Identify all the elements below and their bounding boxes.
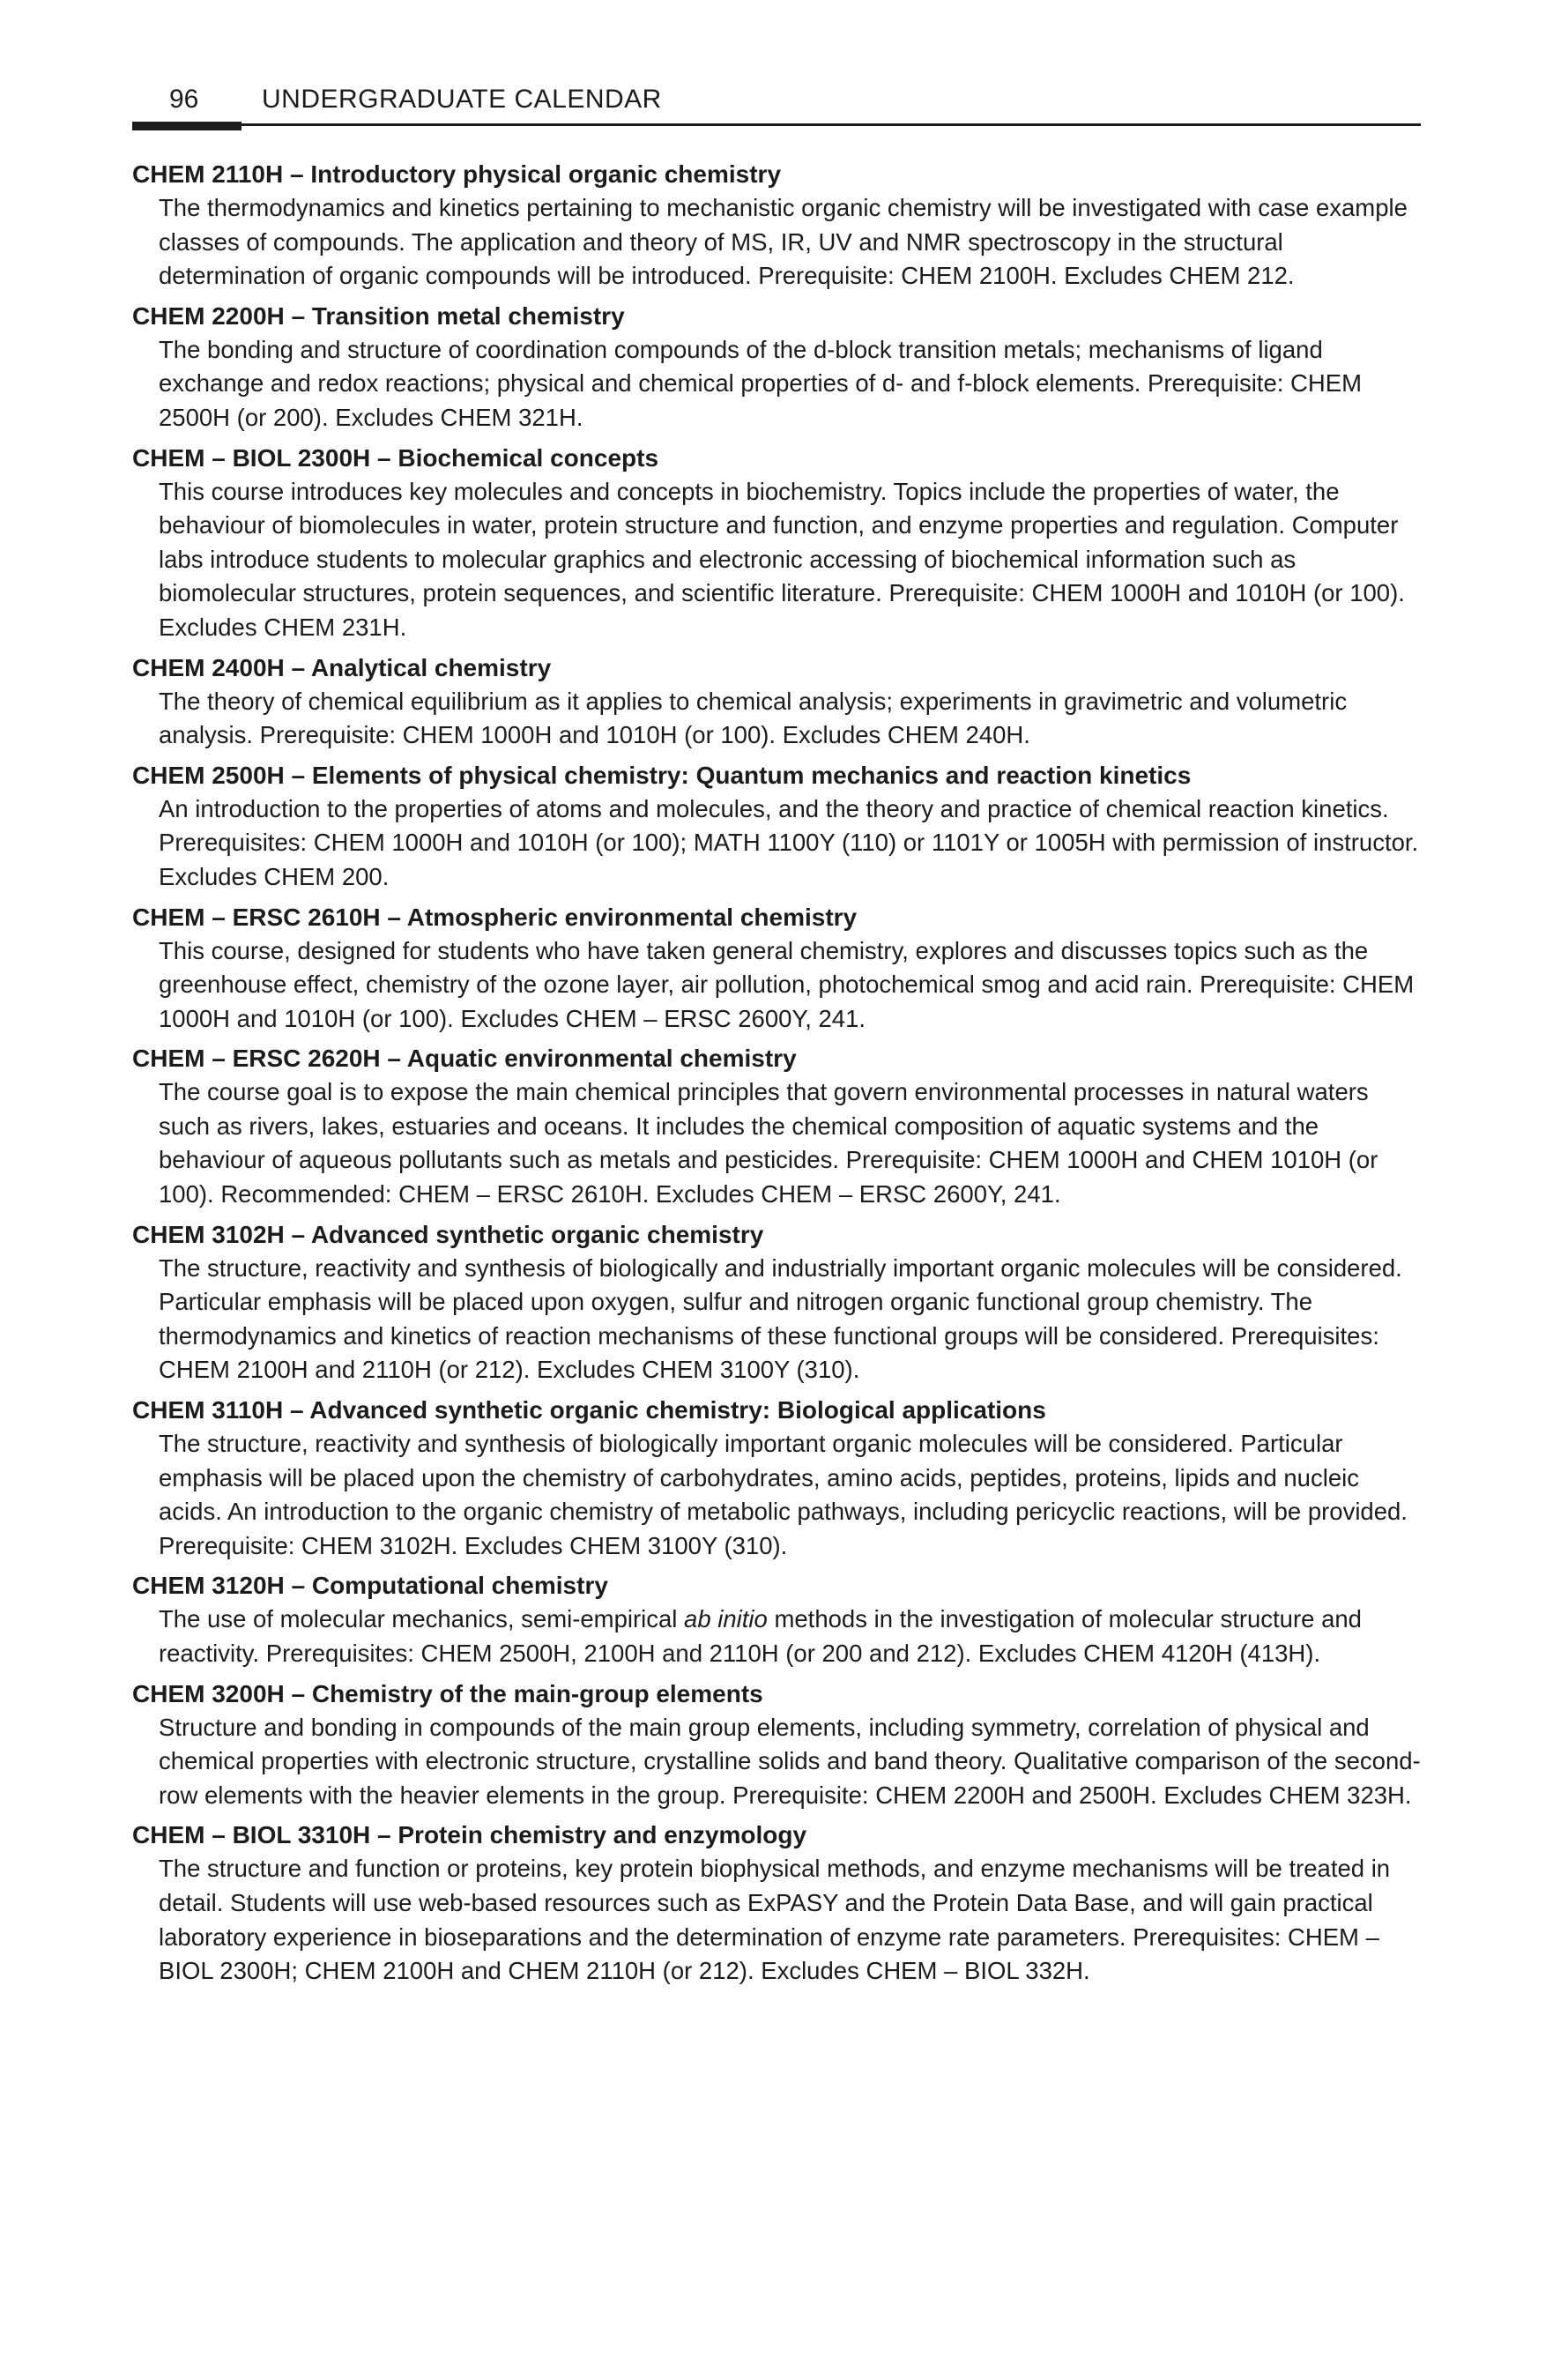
course-title: CHEM – BIOL 2300H – Biochemical concepts [132, 443, 659, 472]
course-description: Structure and bonding in compounds of the main group elements, including symmetry, correlation of physical and chemical properties with electronic structure, crystalline solids and band theory. Qualitative comparison of the second-row elements with the heavier elements in the group. Prerequisite: CHEM 2200H and 2500H. Excludes CHEM 323H. [159, 1713, 1421, 1809]
course-title: CHEM – BIOL 3310H – Protein chemistry and enzymology [132, 1821, 807, 1849]
course-entry [132, 1394, 1421, 1563]
course-description: The structure, reactivity and synthesis of biologically and industrially important organic molecules will be considered. Particular emphasis will be placed upon oxygen, sulfur and nitrogen organic functional group chemistry. The thermodynamics and kinetics of reaction mechanisms of these functional groups will be considered. Prerequisites: CHEM 2100H and 2110H (or 212). Excludes CHEM 3100Y (310). [159, 1253, 1402, 1384]
course-description [159, 1603, 1421, 1670]
running-title: UNDERGRADUATE CALENDAR [262, 85, 662, 114]
course-description: The course goal is to expose the main chemical principles that govern environmental processes in natural waters such as rivers, lakes, estuaries and oceans. It includes the chemical composition of aquatic systems and the behaviour of aqueous pollutants such as metals and pesticides. Prerequisite: CHEM 1000H and CHEM 1010H (or 100). Recommended: CHEM – ERSC 2610H. Excludes CHEM – ERSC 2600Y, 241. [159, 1078, 1378, 1209]
description-italic-text: ab initio [684, 1605, 768, 1633]
course-title: CHEM – ERSC 2610H – Atmospheric environmental chemistry [132, 903, 858, 931]
description-text: The use of molecular mechanics, semi-empirical [159, 1605, 685, 1633]
course-description: The theory of chemical equilibrium as it applies to chemical analysis; experiments in gravimetric and volumetric analysis. Prerequisite: CHEM 1000H and 1010H (or 100). Excludes CHEM 240H. [159, 687, 1348, 749]
course-title: CHEM 2500H – Elements of physical chemistry: Quantum mechanics and reaction kinetics [132, 761, 1192, 789]
course-title: CHEM 3102H – Advanced synthetic organic chemistry [132, 1220, 764, 1248]
course-title: CHEM 2200H – Transition metal chemistry [132, 301, 625, 330]
course-title: CHEM – ERSC 2620H – Aquatic environmental chemistry [132, 1045, 797, 1073]
course-title: CHEM 2110H – Introductory physical organic chemistry [132, 160, 782, 188]
course-entry [132, 1218, 1421, 1387]
course-title: CHEM 3200H – Chemistry of the main-group elements [132, 1679, 763, 1707]
course-description: This course, designed for students who have taken general chemistry, explores and discusses topics such as the greenhouse effect, chemistry of the ozone layer, air pollution, photochemical smog and acid rain. Prerequisite: CHEM 1000H and 1010H (or 100). Excludes CHEM – ERSC 2600Y, 241. [159, 936, 1415, 1032]
course-description: This course introduces key molecules and concepts in biochemistry. Topics include the properties of water, the behaviour of biomolecules in water, protein structure and function, and enzyme properties and regulation. Computer labs introduce students to molecular graphics and electronic accessing of biochemical information such as biomolecular structures, protein sequences, and scientific literature. Prerequisite: CHEM 1000H and 1010H (or 100). Excludes CHEM 231H. [159, 477, 1405, 641]
course-description: An introduction to the properties of atoms and molecules, and the theory and practice of chemical reaction kinetics. Prerequisites: CHEM 1000H and 1010H (or 100); MATH 1100Y (110) or 1101Y or 1005H with permission of instructor. Excludes CHEM 200. [159, 794, 1419, 890]
course-entry [132, 1818, 1421, 1988]
course-description: The thermodynamics and kinetics pertaining to mechanistic organic chemistry will be investigated with case example classes of compounds. The application and theory of MS, IR, UV and NMR spectroscopy in the structural determination of organic compounds will be introduced. Prerequisite: CHEM 2100H. Excludes CHEM 212. [159, 194, 1408, 290]
course-entry [132, 442, 1421, 645]
course-description: The structure and function or proteins, key protein biophysical methods, and enzyme mechanisms will be treated in detail. Students will use web-based resources such as ExPASY and the Protein Data Base, and will gain practical laboratory experience in bioseparations and the determination of enzyme rate parameters. Prerequisites: CHEM – BIOL 2300H; CHEM 2100H and CHEM 2110H (or 212). Excludes CHEM – BIOL 332H. [159, 1855, 1391, 1985]
course-entry [132, 651, 1421, 753]
course-title: CHEM 2400H – Analytical chemistry [132, 653, 552, 681]
course-entry [132, 1042, 1421, 1211]
page-header [132, 79, 1421, 126]
description-text: methods in the investigation of molecular structure and reactivity. Prerequisites: CHEM 2500H, 2100H and 2110H (or 200 and 212). Excludes CHEM 4120H (413H). [159, 1605, 1362, 1667]
course-entry [132, 1569, 1421, 1670]
calendar-page [132, 79, 1421, 1995]
course-entry [132, 901, 1421, 1037]
course-list [132, 158, 1421, 1989]
course-title: CHEM 3120H – Computational chemistry [132, 1572, 608, 1600]
course-description: The structure, reactivity and synthesis of biologically important organic molecules will be considered. Particular emphasis will be placed upon the chemistry of carbohydrates, amino acids, peptides, proteins, lipids and nucleic acids. An introduction to the organic chemistry of metabolic pathways, including pericyclic reactions, will be provided. Prerequisite: CHEM 3102H. Excludes CHEM 3100Y (310). [159, 1430, 1408, 1559]
course-entry [132, 1677, 1421, 1813]
course-entry [132, 300, 1421, 435]
header-rule-tab [132, 122, 241, 130]
course-title: CHEM 3110H – Advanced synthetic organic chemistry: Biological applications [132, 1396, 1046, 1424]
course-entry [132, 158, 1421, 294]
course-description: The bonding and structure of coordination compounds of the d-block transition metals; mechanisms of ligand exchange and redox reactions; physical and chemical properties of d- and f-block elements. Prerequisite: CHEM 2500H (or 200). Excludes CHEM 321H. [159, 335, 1362, 431]
page-number: 96 [169, 85, 199, 114]
course-entry [132, 759, 1421, 895]
